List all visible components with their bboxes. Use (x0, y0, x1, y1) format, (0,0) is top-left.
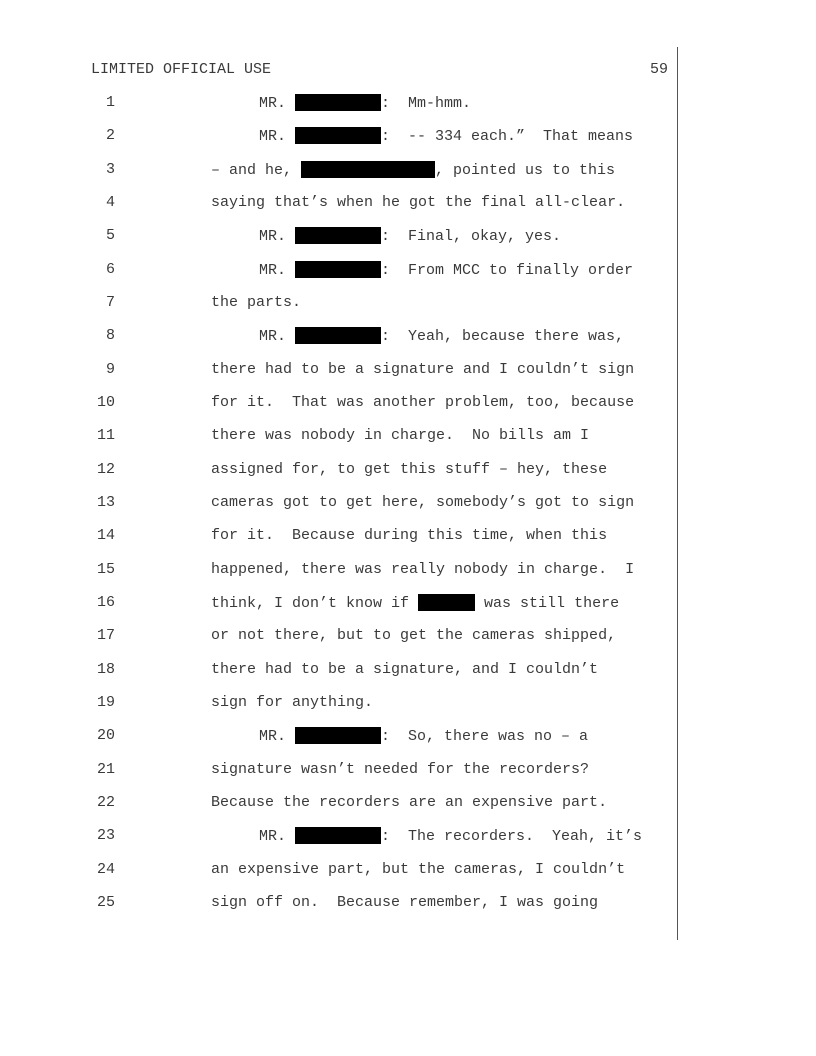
transcript-line (0, 261, 816, 281)
line-number: 18 (96, 661, 115, 678)
line-text: happened, there was really nobody in charge. I (211, 561, 635, 578)
line-text: for it. Because during this time, when this (211, 527, 608, 544)
transcript-line (0, 94, 816, 114)
line-text-part: : -- 334 each.” That means (381, 128, 634, 145)
transcript-line (0, 227, 816, 247)
line-text-part: , pointed us to this (435, 162, 616, 179)
line-text-part: : Final, okay, yes. (381, 228, 562, 245)
line-text-part: MR. (259, 128, 296, 145)
transcript-line (0, 761, 816, 781)
line-text: there had to be a signature, and I couldn’t (211, 661, 599, 678)
line-number: 20 (96, 727, 115, 744)
redaction-box (295, 227, 381, 244)
line-text-part: MR. (259, 228, 296, 245)
transcript-line (0, 827, 816, 847)
line-number: 4 (105, 194, 115, 211)
line-text-part: – and he, (211, 162, 302, 179)
line-text (259, 261, 633, 279)
line-text: Because the recorders are an expensive part. (211, 794, 608, 811)
line-number: 23 (96, 827, 115, 844)
line-number: 6 (105, 261, 115, 278)
transcript-line (0, 527, 816, 547)
transcript-line (0, 727, 816, 747)
transcript-line (0, 361, 816, 381)
line-text-part: : From MCC to finally order (381, 262, 634, 279)
line-text-part: MR. (259, 95, 296, 112)
redaction-box (295, 827, 381, 844)
redaction-box (418, 594, 475, 611)
line-number: 17 (96, 627, 115, 644)
line-number: 11 (96, 427, 115, 444)
line-text: sign for anything. (211, 694, 374, 711)
transcript-line (0, 127, 816, 147)
line-text (259, 827, 642, 845)
page-header-classification: LIMITED OFFICIAL USE (91, 61, 272, 78)
line-number: 14 (96, 527, 115, 544)
line-text (259, 127, 633, 145)
line-number: 2 (105, 127, 115, 144)
line-text: there was nobody in charge. No bills am I (211, 427, 590, 444)
redaction-box (295, 727, 381, 744)
line-text-part: : So, there was no – a (381, 728, 589, 745)
transcript-line (0, 161, 816, 181)
transcript-line (0, 294, 816, 314)
redaction-box (295, 327, 381, 344)
line-text-part: : Mm-hmm. (381, 95, 472, 112)
line-text: an expensive part, but the cameras, I couldn’t (211, 861, 626, 878)
page-number: 59 (649, 61, 668, 78)
line-text-part: : Yeah, because there was, (381, 328, 625, 345)
line-text: or not there, but to get the cameras shipped, (211, 627, 617, 644)
line-number: 13 (96, 494, 115, 511)
line-number: 21 (96, 761, 115, 778)
line-text-part: MR. (259, 828, 296, 845)
line-number: 8 (105, 327, 115, 344)
line-text-part: was still there (475, 595, 620, 612)
line-text-part: MR. (259, 328, 296, 345)
line-text-part: MR. (259, 728, 296, 745)
line-text: there had to be a signature and I couldn’t sign (211, 361, 635, 378)
redaction-box (295, 94, 381, 111)
line-number: 24 (96, 861, 115, 878)
line-text-part: MR. (259, 262, 296, 279)
line-text (259, 227, 561, 245)
line-number: 25 (96, 894, 115, 911)
line-number: 22 (96, 794, 115, 811)
transcript-line (0, 461, 816, 481)
line-number: 7 (105, 294, 115, 311)
line-number: 19 (96, 694, 115, 711)
line-text (259, 727, 588, 745)
line-number: 15 (96, 561, 115, 578)
line-text: saying that’s when he got the final all-clear. (211, 194, 626, 211)
redaction-box (301, 161, 435, 178)
transcript-line (0, 394, 816, 414)
line-text: signature wasn’t needed for the recorders? (211, 761, 590, 778)
redaction-box (295, 127, 381, 144)
line-number: 3 (105, 161, 115, 178)
line-text: assigned for, to get this stuff – hey, these (211, 461, 608, 478)
line-text (211, 594, 619, 612)
line-text: cameras got to get here, somebody’s got to sign (211, 494, 635, 511)
transcript-line (0, 794, 816, 814)
transcript-line (0, 494, 816, 514)
line-number: 12 (96, 461, 115, 478)
line-text (259, 327, 624, 345)
line-number: 1 (105, 94, 115, 111)
line-text: sign off on. Because remember, I was going (211, 894, 599, 911)
line-number: 9 (105, 361, 115, 378)
transcript-line (0, 561, 816, 581)
line-text (259, 94, 471, 112)
line-text (211, 161, 615, 179)
line-number: 16 (96, 594, 115, 611)
transcript-line (0, 327, 816, 347)
transcript-line (0, 594, 816, 614)
transcript-line (0, 627, 816, 647)
transcript-line (0, 694, 816, 714)
line-number: 5 (105, 227, 115, 244)
transcript-line (0, 427, 816, 447)
line-text-part: think, I don’t know if (211, 595, 419, 612)
line-number: 10 (96, 394, 115, 411)
transcript-line (0, 861, 816, 881)
transcript-line (0, 661, 816, 681)
line-text-part: : The recorders. Yeah, it’s (381, 828, 643, 845)
transcript-line (0, 894, 816, 914)
redaction-box (295, 261, 381, 278)
transcript-line (0, 194, 816, 214)
line-text: for it. That was another problem, too, because (211, 394, 635, 411)
line-text: the parts. (211, 294, 302, 311)
